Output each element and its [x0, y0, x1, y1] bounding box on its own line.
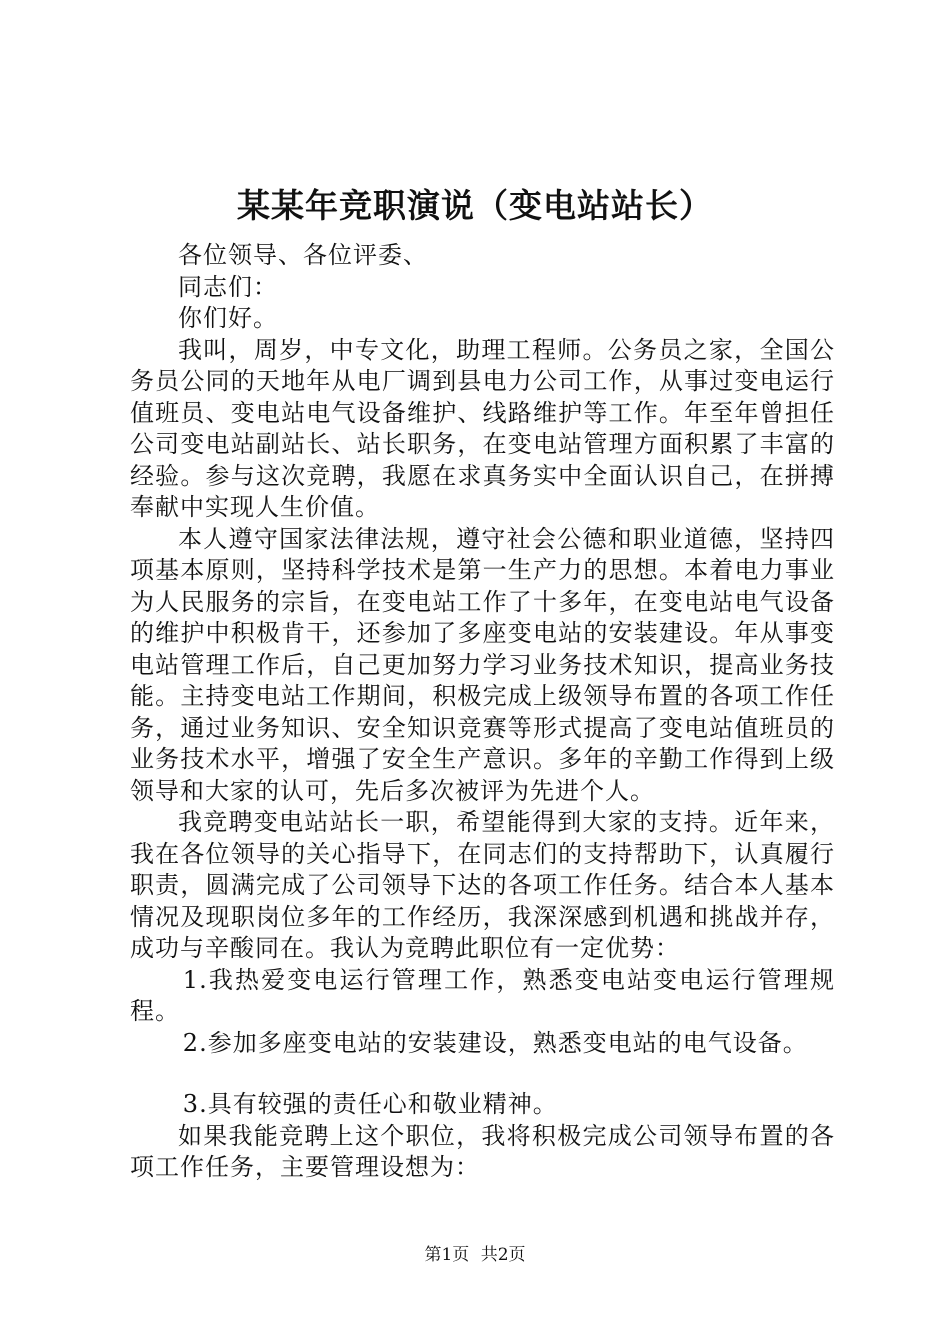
salutation-line: 你们好。 — [178, 304, 278, 332]
page-footer — [0, 1244, 950, 1266]
page-number: 第1页 — [424, 1245, 470, 1265]
salutation-line: 同志们： — [178, 272, 278, 301]
salutation-line: 各位领导、各位评委、 — [178, 241, 428, 269]
list-item: 3.具有较强的责任心和敬业精神。 — [182, 1090, 558, 1118]
list-item: 2.参加多座变电站的安装建设，熟悉变电站的电气设备。 — [182, 1028, 808, 1057]
paragraph-introduction: 我叫，周岁，中专文化，助理工程师。公务员之家，全国公务员公同的天地年从电厂调到县电力公司工作，从事过变电运行值班员、变电站电气设备维护、线路维护等工作。年至年曾担任公司变电站副站长、站长职务，在变电站管理方面积累了丰富的经验。参与这次竞聘，我愿在求真务实中全面认识自己，在拼搏奉献中实现人生价值。 — [130, 335, 835, 521]
document-body — [130, 240, 835, 1184]
page-total: 共2页 — [480, 1245, 526, 1265]
list-item: 1.我热爱变电运行管理工作，熟悉变电站变电运行管理规程。 — [130, 965, 835, 1025]
document-title: 某某年竞职演说（变电站站长） — [237, 186, 713, 225]
blank-line — [130, 1059, 835, 1089]
paragraph-motivation: 我竞聘变电站站长一职，希望能得到大家的支持。近年来，我在各位领导的关心指导下，在同志们的支持帮助下，认真履行职责，圆满完成了公司领导下达的各项工作任务。结合本人基本情况及现职岗位多年的工作经历，我深深感到机遇和挑战并存，成功与辛酸同在。我认为竞聘此职位有一定优势： — [130, 808, 835, 962]
paragraph-experience: 本人遵守国家法律法规，遵守社会公德和职业道德，坚持四项基本原则，坚持科学技术是第一生产力的思想。本着电力事业为人民服务的宗旨，在变电站工作了十多年，在变电站电气设备的维护中积极肯干，还参加了多座变电站的安装建设。年从事变电站管理工作后，自己更加努力学习业务技术知识，提高业务技能。主持变电站工作期间，积极完成上级领导布置的各项工作任务，通过业务知识、安全知识竞赛等形式提高了变电站值班员的业务技术水平，增强了安全生产意识。多年的辛勤工作得到上级领导和大家的认可，先后多次被评为先进个人。 — [130, 524, 835, 805]
paragraph-closing: 如果我能竞聘上这个职位，我将积极完成公司领导布置的各项工作任务，主要管理设想为： — [130, 1121, 835, 1181]
